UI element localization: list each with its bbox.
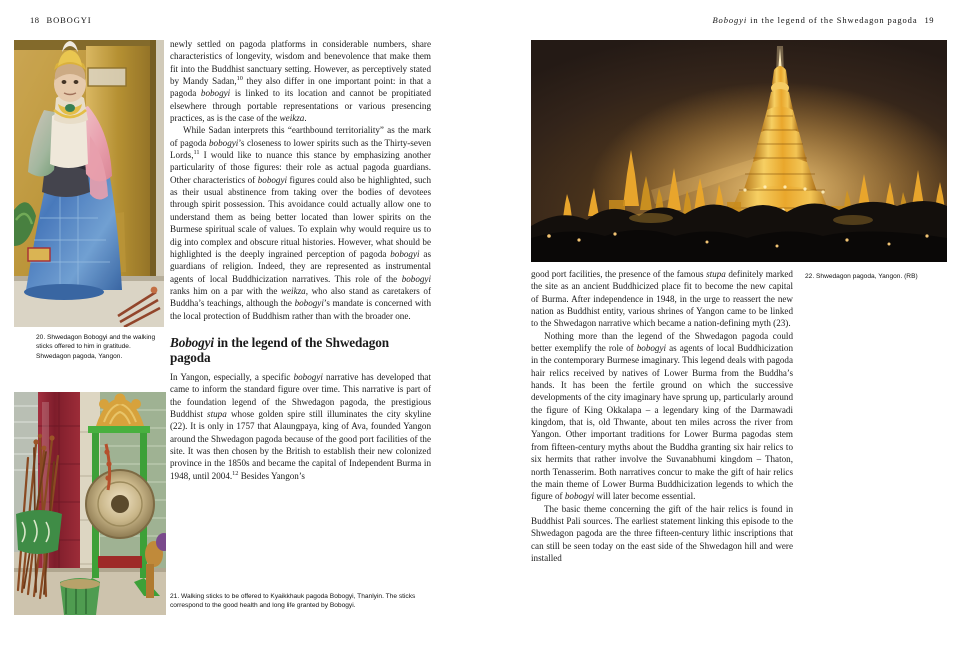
italic-term-bobogyi: bobogyi bbox=[200, 88, 231, 99]
paragraph-left-3 bbox=[170, 371, 431, 482]
italic-term-stupa: stupa bbox=[207, 408, 227, 419]
right-page-text-column bbox=[531, 268, 793, 564]
footnote-marker-10: 10 bbox=[236, 75, 243, 82]
text-run: Besides Yangon’s bbox=[238, 470, 305, 481]
caption-figure-20: 20. Shwedagon Bobogyi and the walking sticks offered to him in gratitude. Shwedagon pagoda, Yangon. bbox=[36, 334, 156, 360]
italic-term-bobogyi: bobogyi bbox=[390, 248, 420, 259]
running-head-right-title-italic: Bobogyi bbox=[712, 15, 748, 25]
figure-22-shwedagon-pagoda bbox=[531, 40, 947, 262]
text-run: whose golden spire still illuminates the city skyline (22). It is only in 1757 that Alaungpaya, king of Ava, founded Yangon around the Shwedagon pagoda because of the good port facilities of the site. It was then chosen by the British to establish their new colonized province in the 1850s and became the capital of Independent Burma in 1948, until 2004. bbox=[170, 408, 432, 481]
paragraph-right-3 bbox=[531, 503, 793, 565]
italic-term-bobogyi: bobogyi bbox=[636, 343, 667, 354]
italic-term-bobogyi: bobogyi bbox=[294, 298, 324, 309]
text-run: . bbox=[304, 113, 307, 124]
walking-sticks-gong-illustration bbox=[14, 392, 166, 615]
italic-term-stupa: stupa bbox=[706, 269, 726, 279]
text-run: Nothing more than the legend of the Shwedagon pagoda could better exemplify the role of bbox=[531, 330, 793, 354]
italic-term-bobogyi: bobogyi bbox=[209, 137, 239, 148]
section-heading-rest: in the legend of the Shwedagon pagoda bbox=[170, 334, 389, 366]
text-run: narrative has developed that came to inform the standard figure over time. This narrative is part of the foundation legend of the Shwedagon pagoda, the prestigious Buddhist bbox=[170, 371, 431, 419]
italic-term-bobogyi: bobogyi bbox=[564, 491, 595, 502]
footnote-marker-11: 11 bbox=[193, 149, 200, 157]
folio-left: 18 bbox=[30, 15, 40, 25]
text-run: In Yangon, especially, a specific bbox=[170, 371, 294, 382]
text-run: as guardians of religion. Indeed, they are represented as instrumental agents of local Buddhicization narratives. This role of the bbox=[170, 248, 431, 284]
running-head-right bbox=[712, 15, 934, 25]
text-run: good port facilities, the presence of the famous bbox=[531, 269, 707, 279]
italic-term-bobogyi: bobogyi bbox=[257, 174, 288, 185]
caption-figure-22: 22. Shwedagon pagoda, Yangon. (RB) bbox=[805, 273, 918, 280]
paragraph-left-2 bbox=[170, 124, 431, 322]
paragraph-right-2 bbox=[531, 330, 793, 503]
italic-term-bobogyi: bobogyi bbox=[401, 273, 431, 284]
footnote-marker-12: 12 bbox=[232, 469, 239, 477]
section-heading bbox=[170, 335, 431, 366]
folio-right: 19 bbox=[924, 15, 934, 25]
text-run: ’s mandate is concerned with the local protection of Buddhism rather than with the broader one. bbox=[170, 298, 431, 321]
shwedagon-pagoda-night-illustration bbox=[531, 40, 947, 262]
text-run: The basic theme concerning the gift of the hair relics is found in Buddhist Pali sources. The earliest statement linking this episode to the Shwedagon pagoda are the three fifteen-century lithic inscriptions that can still be seen today on the east side of the Shwedagon hill and were installed bbox=[531, 503, 793, 563]
text-run: figures could also be highlighted, such as their usual abstinence from taking over the bodies of devotees through spirit possession. This avoidance could actually allow one to understand them as being better located than lower spirits on the Burmese spiritual scale of values. To explain why would require us to dig into complex and obscure ritual histories. However, what should be highlighted is the deeply ingrained perception of pagoda bbox=[170, 174, 431, 259]
running-head-left bbox=[30, 15, 92, 25]
paragraph-left-1 bbox=[170, 38, 431, 124]
text-run: , who also stand as caretakers of Buddha’s teachings, although the bbox=[170, 285, 431, 309]
running-head-left-title: BOBOGYI bbox=[46, 15, 92, 25]
text-run: ’s closeness to lower spirits such as the Thirty-seven Lords, bbox=[170, 137, 431, 161]
caption-figure-21: 21. Walking sticks to be offered to Kyaikkhauk pagoda Bobogyi, Thanlyin. The sticks correspond to the good health and long life granted by Bobogyi. bbox=[170, 593, 416, 610]
bobogyi-statue-illustration bbox=[14, 40, 164, 327]
text-run: I would like to nuance this stance by emphasizing another particularity of those figures: their role as actual pagoda guardians. Other characteristics of bbox=[170, 150, 431, 185]
text-run: ranks him on a par with the bbox=[170, 285, 281, 296]
italic-term-weikza: weikza bbox=[280, 285, 306, 296]
text-run: as agents of local Buddhicization in the contemporary Burmese imaginary. This legend deals with pagoda hair relics received by natives of Lower Burma from the Buddha’s hands. It has been the fertile ground on which the successive developments of the city imaginary have sprung up, particularly around the figure of King Okkalapa – a legendary king of the Darmawadi kingdom, that is, old Thwante, about ten miles across the river from Yangon. Other important traditions for Lower Burma pagodas stem from fifteen-century myths about the Buddha granting six hair relics to six hermits that rather involve the Suvanabhumi kingdom – Thaton, north Tenasserim. Both narratives concur to make the gift of hair relics the main theme of Lower Burma Buddhicization legends to which the figure of bbox=[531, 343, 793, 502]
text-run: will later become essential. bbox=[594, 491, 696, 502]
text-run: definitely marked the site as an ancient Buddhicized place fit to become the new capital of Burma. After independence in 1948, in the urge to reassert the new nation as Buddhist entity, various shrines of Yangon came to be linked to the Shwedagon narrative which became a nation-defining myth (23). bbox=[531, 269, 793, 329]
text-run: is linked to its location and cannot be propitiated elsewhere through portable representations or various presencing practices, as is the case of the bbox=[170, 88, 432, 124]
figure-20-bobogyi-statue bbox=[14, 40, 164, 327]
italic-term-bobogyi: bobogyi bbox=[293, 371, 323, 382]
text-run: newly settled on pagoda platforms in considerable numbers, share characteristics of longevity, wisdom and benevolence that make them fit into the Buddhist sanctuary setting. However, as perceptively stated by Mandy Sadan, bbox=[170, 39, 431, 87]
paragraph-right-1 bbox=[531, 268, 793, 330]
running-head-right-title-rest: in the legend of the Shwedagon pagoda bbox=[747, 15, 918, 25]
text-run: they also differ in one important point: in that a pagoda bbox=[170, 76, 431, 99]
left-page-text-column bbox=[170, 38, 431, 482]
figure-21-walking-sticks bbox=[14, 392, 166, 615]
text-run: While Sadan interprets this “earthbound territoriality” as the mark of pagoda bbox=[170, 125, 431, 148]
section-heading-italic-term: Bobogyi bbox=[170, 334, 214, 350]
italic-term-weikza: weikza bbox=[279, 113, 305, 124]
